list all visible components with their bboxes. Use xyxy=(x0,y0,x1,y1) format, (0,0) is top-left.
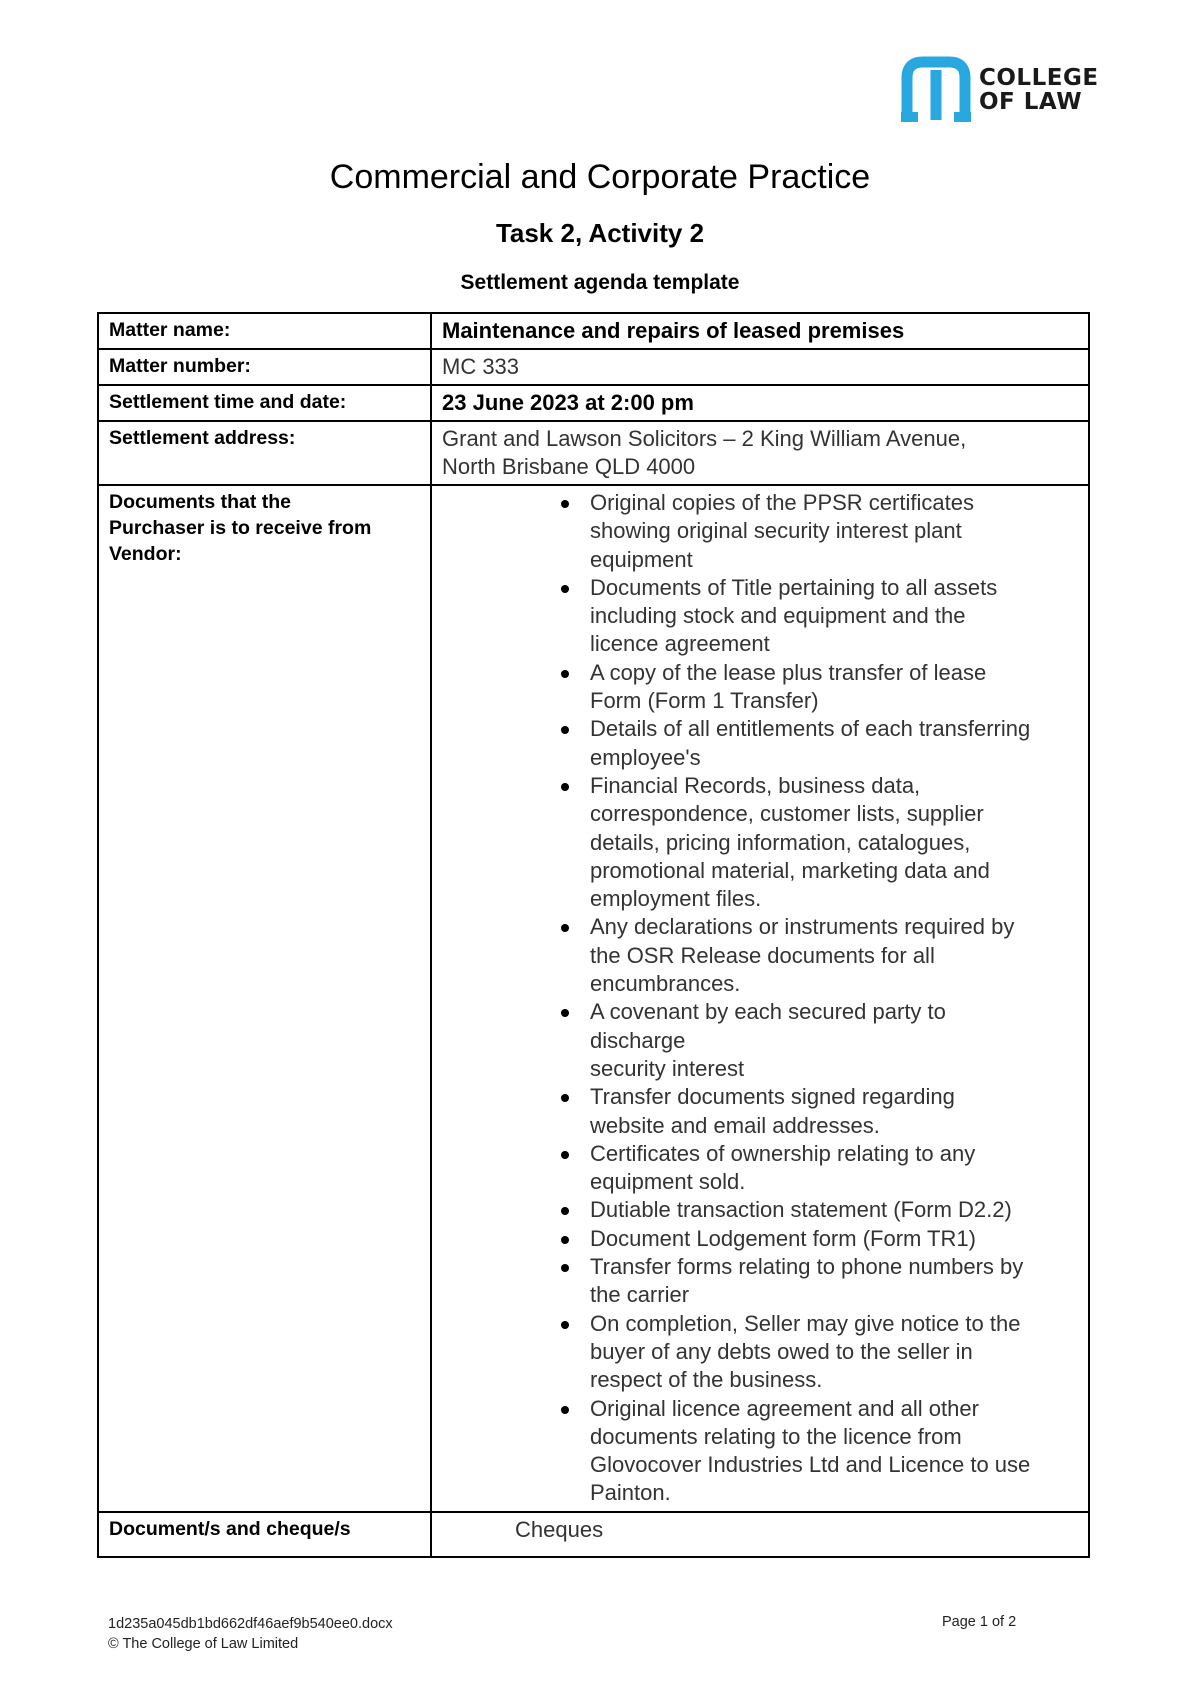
document-subtitle: Task 2, Activity 2 xyxy=(495,218,705,248)
document-list-item-line: the OSR Release documents for all xyxy=(590,942,935,968)
documents-label-line-2: Purchaser is to receive from xyxy=(109,517,372,539)
document-list-item xyxy=(442,998,1079,1083)
matter-name-label: Matter name: xyxy=(98,313,431,349)
documents-label-line-3: Vendor: xyxy=(109,543,182,565)
matter-number-value: MC 333 xyxy=(431,349,1089,385)
college-of-law-logo xyxy=(901,56,1111,126)
document-list-item-line: including stock and equipment and the xyxy=(590,603,966,629)
document-list-item xyxy=(442,1395,1079,1508)
document-list-item-line: equipment xyxy=(590,546,693,572)
document-list-item-line: equipment sold. xyxy=(590,1169,746,1195)
document-list-item xyxy=(442,1225,1079,1253)
document-list-item-line: promotional material, marketing data and xyxy=(590,857,990,883)
documents-value xyxy=(431,485,1089,1512)
document-list-item-line: encumbrances. xyxy=(590,971,741,997)
cheques-row xyxy=(98,1512,1089,1557)
document-list-item-line: A covenant by each secured party to xyxy=(590,999,946,1025)
logo-line-2: OF LAW xyxy=(979,89,1083,115)
document-list-item-line: Glovocover Industries Ltd and Licence to use xyxy=(590,1452,1031,1478)
settlement-address-label: Settlement address: xyxy=(98,421,431,485)
settlement-time-row xyxy=(98,385,1089,421)
document-list-item-line: buyer of any debts owed to the seller in xyxy=(590,1338,973,1364)
document-list-item xyxy=(442,913,1079,998)
document-list-item-line: Transfer forms relating to phone numbers by xyxy=(590,1254,1024,1280)
document-list-item-line: the carrier xyxy=(590,1282,690,1308)
document-list-item-line: correspondence, customer lists, supplier xyxy=(590,801,984,827)
document-list-item xyxy=(442,1140,1079,1197)
matter-number-label: Matter number: xyxy=(98,349,431,385)
matter-number-row xyxy=(98,349,1089,385)
document-list-item-line: security interest xyxy=(590,1055,745,1081)
footer-filename: 1d235a045db1bd662df46aef9b540ee0.docx xyxy=(108,1616,393,1632)
documents-label-line-1: Documents that the xyxy=(109,491,292,513)
document-list-item-line: showing original security interest plant xyxy=(590,518,962,544)
footer-left xyxy=(108,1614,393,1654)
document-list-item-line: Certificates of ownership relating to any xyxy=(590,1140,976,1166)
document-list-item-line: Documents of Title pertaining to all assets xyxy=(590,574,998,600)
matter-name-value: Maintenance and repairs of leased premises xyxy=(431,313,1089,349)
college-logo-icon xyxy=(901,56,971,126)
document-list-item-line: A copy of the lease plus transfer of lease xyxy=(590,659,987,685)
document-list-item-line: employee's xyxy=(590,744,701,770)
cheques-label: Document/s and cheque/s xyxy=(98,1512,431,1557)
logo-wordmark xyxy=(979,66,1099,114)
document-list-item-line: On completion, Seller may give notice to the xyxy=(590,1310,1021,1336)
document-list-item-line: respect of the business. xyxy=(590,1367,823,1393)
document-list-item xyxy=(442,1310,1079,1395)
document-list-item-line: Document Lodgement form (Form TR1) xyxy=(590,1225,976,1251)
document-list-item-line: Any declarations or instruments required by xyxy=(590,914,1015,940)
document-list-item xyxy=(442,1196,1079,1224)
settlement-address-value xyxy=(431,421,1089,485)
document-list-item-line: Painton. xyxy=(590,1480,671,1506)
document-title: Commercial and Corporate Practice xyxy=(329,158,871,196)
settlement-time-label: Settlement time and date: xyxy=(98,385,431,421)
document-list-item-line: Financial Records, business data, xyxy=(590,772,921,798)
cheques-cell xyxy=(431,1512,1089,1557)
document-list-item-line: Details of all entitlements of each transferring xyxy=(590,716,1031,742)
documents-list xyxy=(442,489,1079,1508)
matter-name-row xyxy=(98,313,1089,349)
settlement-agenda-table xyxy=(97,312,1090,1558)
document-list-item-line: Dutiable transaction statement (Form D2.2) xyxy=(590,1197,1012,1223)
settlement-time-value: 23 June 2023 at 2:00 pm xyxy=(431,385,1089,421)
document-list-item xyxy=(442,489,1079,574)
document-list-item xyxy=(442,1083,1079,1140)
document-list-item xyxy=(442,659,1079,716)
document-list-item-line: discharge xyxy=(590,1027,686,1053)
settlement-address-line-1: Grant and Lawson Solicitors – 2 King William Avenue, xyxy=(442,426,967,451)
logo-line-1: COLLEGE xyxy=(979,65,1099,91)
document-list-item xyxy=(442,574,1079,659)
footer-copyright: © The College of Law Limited xyxy=(108,1636,299,1652)
documents-label xyxy=(98,485,431,1512)
document-caption: Settlement agenda template xyxy=(460,271,740,294)
document-list-item-line: Transfer documents signed regarding xyxy=(590,1084,955,1110)
document-list-item-line: documents relating to the licence from xyxy=(590,1423,962,1449)
document-list-item-line: licence agreement xyxy=(590,631,770,657)
document-list-item-line: Original licence agreement and all other xyxy=(590,1395,979,1421)
document-list-item xyxy=(442,715,1079,772)
documents-row xyxy=(98,485,1089,1512)
footer-page-number: Page 1 of 2 xyxy=(942,1614,1017,1630)
document-list-item xyxy=(442,772,1079,913)
cheques-value: Cheques xyxy=(515,1516,604,1542)
document-list-item-line: employment files. xyxy=(590,886,762,912)
settlement-address-line-2: North Brisbane QLD 4000 xyxy=(442,454,696,479)
settlement-address-row xyxy=(98,421,1089,485)
document-list-item-line: website and email addresses. xyxy=(590,1112,880,1138)
document-list-item-line: Form (Form 1 Transfer) xyxy=(590,688,819,714)
document-list-item-line: details, pricing information, catalogues, xyxy=(590,829,971,855)
document-list-item-line: Original copies of the PPSR certificates xyxy=(590,490,974,515)
document-list-item xyxy=(442,1253,1079,1310)
